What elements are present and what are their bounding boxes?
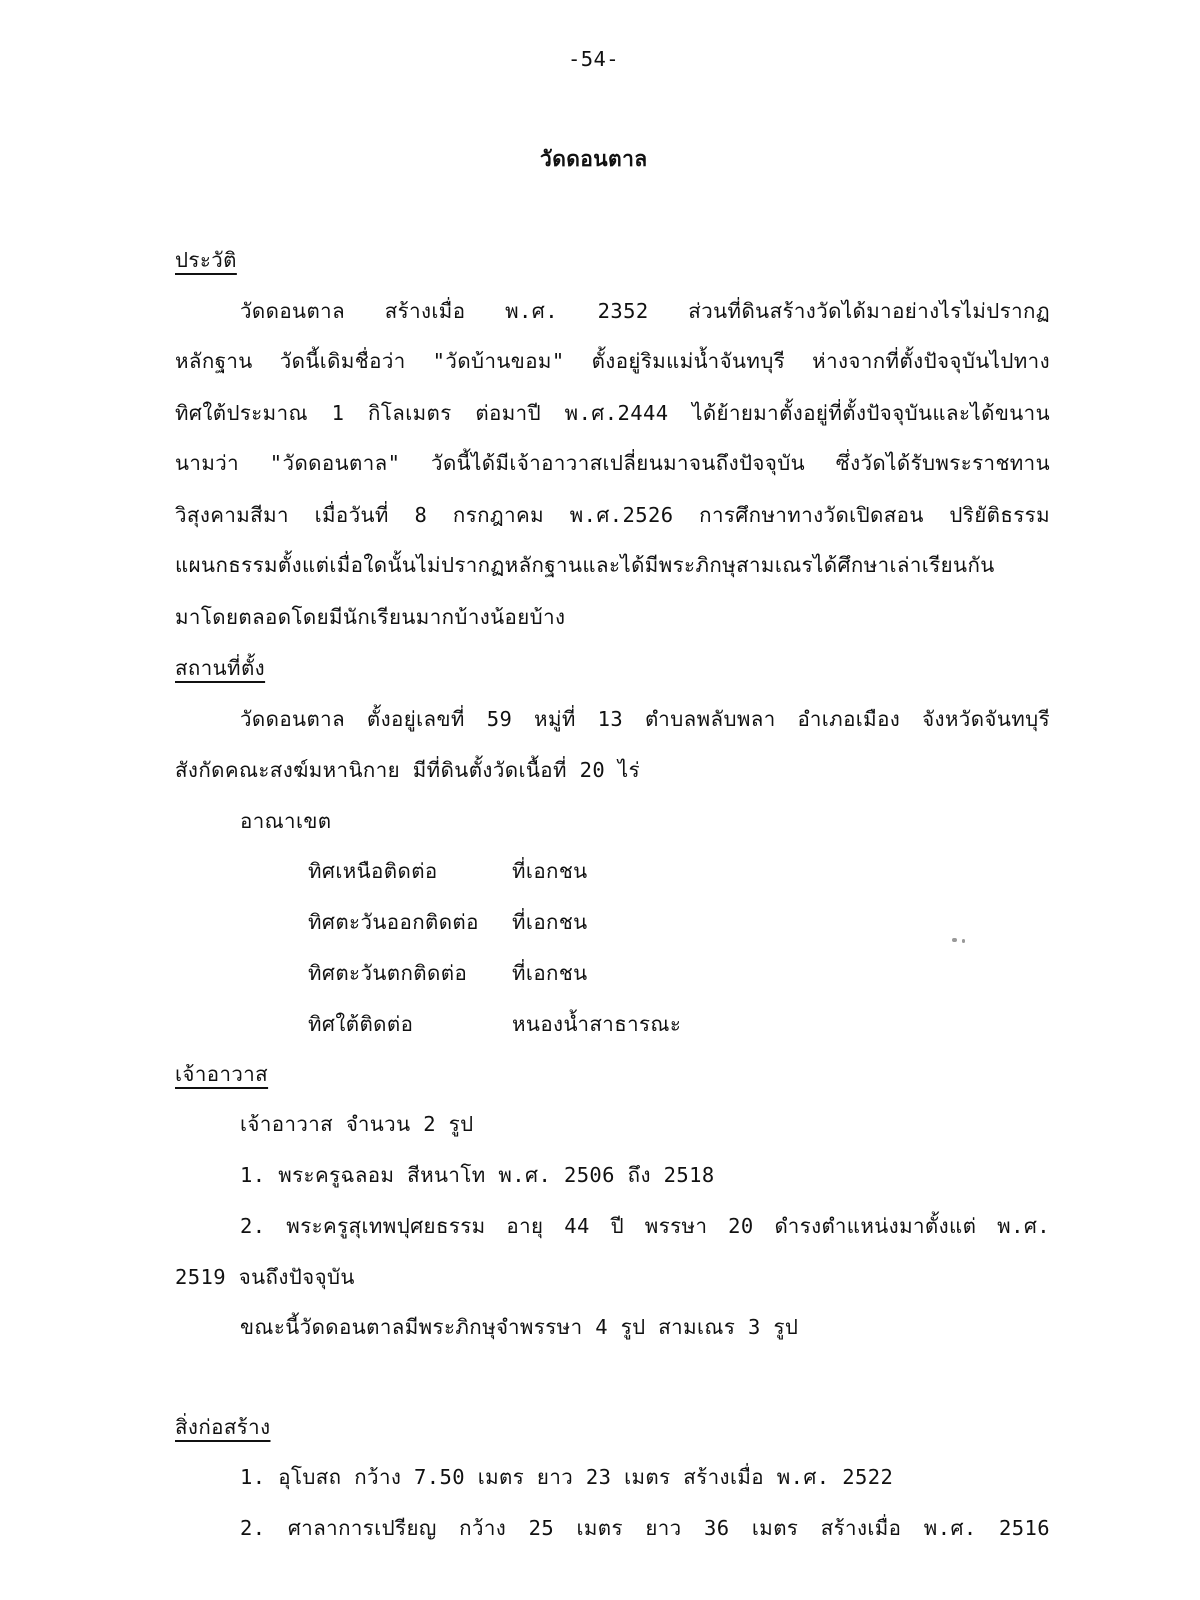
- location-line-2: สังกัดคณะสงฆ์มหานิกาย มีที่ดินตั้งวัดเนื้อที่ 20 ไร่: [175, 758, 640, 782]
- history-heading: ประวัติ: [175, 248, 237, 272]
- abbots-line-4: 2519 จนถึงปัจจุบัน: [175, 1265, 355, 1289]
- page-title: วัดดอนตาล: [540, 147, 648, 171]
- history-line-6: แผนกธรรมตั้งแต่เมื่อใดนั้นไม่ปรากฏหลักฐานและได้มีพระภิกษุสามเณรได้ศึกษาเล่าเรียนกัน: [175, 553, 995, 577]
- boundary-label: อาณาเขต: [240, 809, 332, 833]
- scan-speck: [962, 939, 965, 943]
- buildings-heading: สิ่งก่อสร้าง: [175, 1415, 271, 1439]
- boundary-north-value: ที่เอกชน: [512, 859, 588, 883]
- boundary-north-direction: ทิศเหนือติดต่อ: [308, 859, 438, 883]
- boundary-west-value: ที่เอกชน: [512, 961, 588, 985]
- abbots-line-5: ขณะนี้วัดดอนตาลมีพระภิกษุจำพรรษา 4 รูป สามเณร 3 รูป: [240, 1315, 799, 1339]
- boundary-south-direction: ทิศใต้ติดต่อ: [308, 1012, 414, 1036]
- history-line-5: วิสุงคามสีมา เมื่อวันที่ 8 กรกฎาคม พ.ศ.2526 การศึกษาทางวัดเปิดสอน ปริยัติธรรม: [175, 503, 1050, 527]
- history-line-2: หลักฐาน วัดนี้เดิมชื่อว่า "วัดบ้านขอม" ตั้งอยู่ริมแม่น้ำจันทบุรี ห่างจากที่ตั้งปัจจุบันไปทาง: [175, 349, 1050, 373]
- abbots-line-3: 2. พระครูสุเทพปุศยธรรม อายุ 44 ปี พรรษา 20 ดำรงตำแหน่งมาตั้งแต่ พ.ศ.: [240, 1214, 1050, 1238]
- history-line-4: นามว่า "วัดดอนตาล" วัดนี้ได้มีเจ้าอาวาสเปลี่ยนมาจนถึงปัจจุบัน ซึ่งวัดได้รับพระราชทาน: [175, 451, 1050, 475]
- history-line-3: ทิศใต้ประมาณ 1 กิโลเมตร ต่อมาปี พ.ศ.2444 ได้ย้ายมาตั้งอยู่ที่ตั้งปัจจุบันและได้ขนาน: [175, 401, 1050, 425]
- boundary-south-value: หนองน้ำสาธารณะ: [512, 1012, 682, 1036]
- location-heading: สถานที่ตั้ง: [175, 656, 266, 680]
- boundary-west-direction: ทิศตะวันตกติดต่อ: [308, 961, 468, 985]
- boundary-east-direction: ทิศตะวันออกติดต่อ: [308, 910, 479, 934]
- buildings-line-2: 2. ศาลาการเปรียญ กว้าง 25 เมตร ยาว 36 เมตร สร้างเมื่อ พ.ศ. 2516: [240, 1516, 1050, 1540]
- scan-speck: [952, 938, 957, 942]
- abbots-heading: เจ้าอาวาส: [175, 1062, 269, 1086]
- history-line-7: มาโดยตลอดโดยมีนักเรียนมากบ้างน้อยบ้าง: [175, 605, 566, 629]
- buildings-line-1: 1. อุโบสถ กว้าง 7.50 เมตร ยาว 23 เมตร สร้างเมื่อ พ.ศ. 2522: [240, 1465, 894, 1489]
- page-number: -54-: [568, 47, 619, 71]
- boundary-east-value: ที่เอกชน: [512, 910, 588, 934]
- history-line-1: วัดดอนตาล สร้างเมื่อ พ.ศ. 2352 ส่วนที่ดินสร้างวัดได้มาอย่างไรไม่ปรากฏ: [240, 299, 1050, 323]
- abbots-line-2: 1. พระครูฉลอม สีหนาโท พ.ศ. 2506 ถึง 2518: [240, 1163, 715, 1187]
- abbots-line-1: เจ้าอาวาส จำนวน 2 รูป: [240, 1112, 474, 1136]
- location-line-1: วัดดอนตาล ตั้งอยู่เลขที่ 59 หมู่ที่ 13 ตำบลพลับพลา อำเภอเมือง จังหวัดจันทบุรี: [240, 707, 1050, 731]
